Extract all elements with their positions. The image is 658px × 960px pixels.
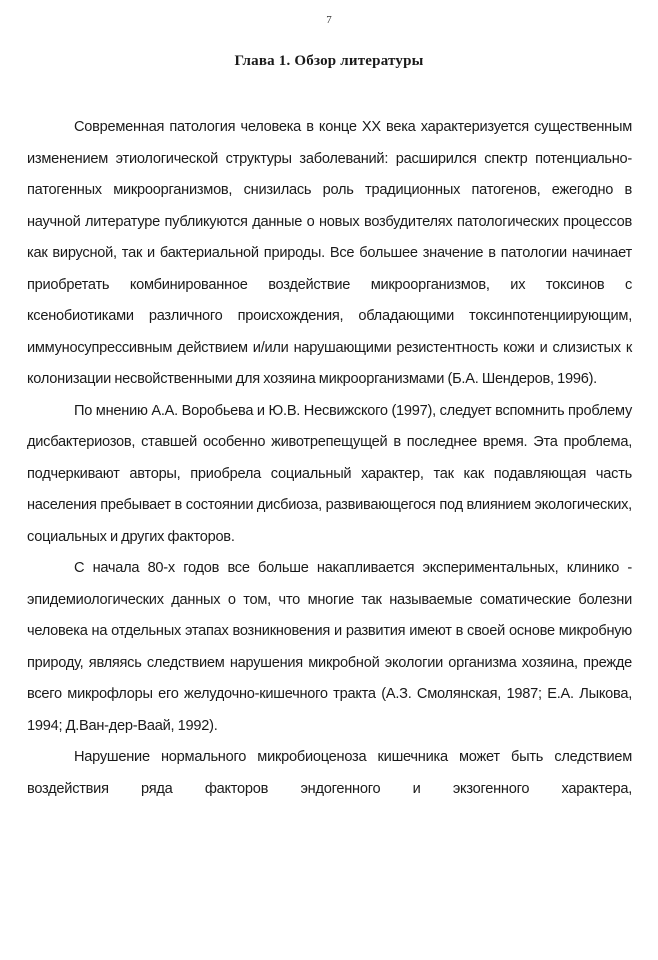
paragraph-2: По мнению А.А. Воробьева и Ю.В. Несвижского (1997), следует вспомнить проблему дисбактериозов, ставшей особенно животрепещущей в последнее время. Эта проблема, подчеркивают авторы, приобрела социальный характер, так как подавляющая часть населения пребывает в состоянии дисбиоза, развивающегося под влиянием экологических, социальных и других факторов. (27, 402, 632, 545)
paragraph-1: Современная патология человека в конце XX века характеризуется существенным изменением этиологической структуры заболеваний: расширился спектр потенциально-патогенных микроорганизмов, снизилась роль традиционных патогенов, ежегодно в научной литературе публикуются данные о новых возбудителях патологических процессов как вирусной, так и бактериальной природы. Все большее значение в патологии начинает приобретать комбинированное воздействие микроорганизмов, их токсинов с ксенобиотиками различного происхождения, обладающими токсинпотенциирующим, иммуносупрессивным действием и/или нарушающими резистентность кожи и слизистых к колонизации несвойственными для хозяина микроорганизмами (Б.А. Шендеров, 1996). (27, 119, 632, 387)
paragraph-4: Нарушение нормального микробиоценоза кишечника может быть следствием воздействия ряда факторов эндогенного и экзогенного характера, (27, 749, 632, 797)
paragraph-3: С начала 80-х годов все больше накапливается экспериментальных, клинико - эпидемиологических данных о том, что многие так называемые соматические болезни человека на отдельных этапах возникновения и развития имеют в своей основе микробную природу, являясь следствием нарушения микробной экологии организма хозяина, прежде всего микрофлоры его желудочно-кишечного тракта (А.З. Смолянская, 1987; Е.А. Лыкова, 1994; Д.Ван-дер-Ваай, 1992). (27, 560, 632, 734)
chapter-title: Глава 1. Обзор литературы (234, 53, 424, 69)
document-body (27, 112, 632, 805)
page-number: 7 (326, 14, 332, 26)
